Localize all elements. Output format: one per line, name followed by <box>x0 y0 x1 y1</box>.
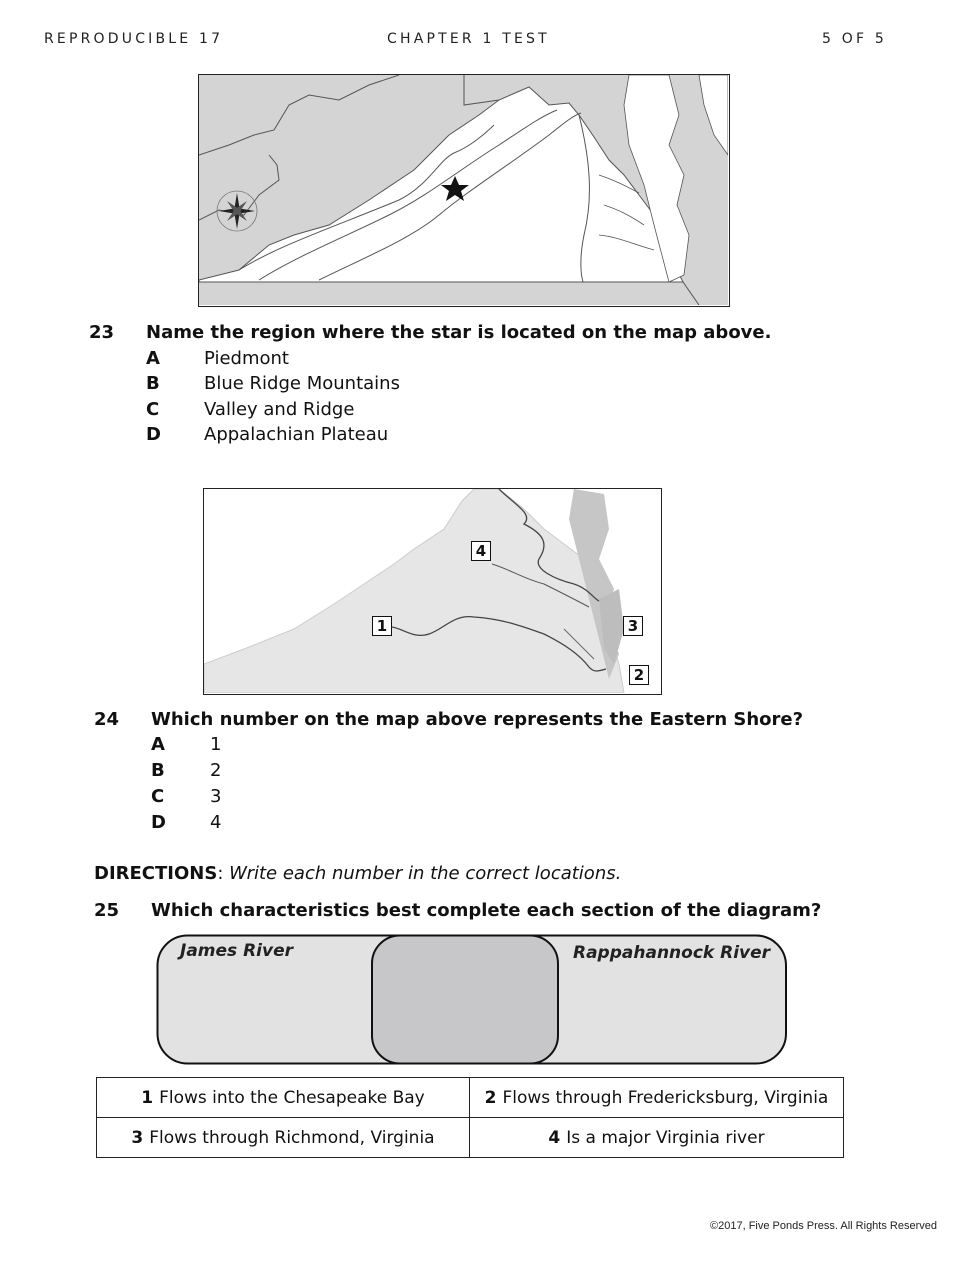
header-center: CHAPTER 1 TEST <box>387 31 550 47</box>
q23-option-text[interactable]: Blue Ridge Mountains <box>204 373 400 394</box>
header-left: REPRODUCIBLE 17 <box>44 31 224 47</box>
q23-option-letter[interactable]: C <box>146 399 160 420</box>
question-25-text: Which characteristics best complete each section of the diagram? <box>151 900 822 921</box>
venn-overlap-section[interactable] <box>372 936 558 1064</box>
q23-option-letter[interactable]: D <box>146 424 161 445</box>
question-23-number: 23 <box>89 322 115 343</box>
choice-cell[interactable] <box>97 1078 470 1118</box>
map-label-4: 4 <box>471 541 491 561</box>
q23-option-letter[interactable]: A <box>146 348 160 369</box>
choice-number: 3 <box>131 1127 144 1148</box>
virginia-numbered-map <box>203 488 662 695</box>
header-page-number: 5 OF 5 <box>822 31 887 47</box>
choice-cell[interactable] <box>470 1078 844 1118</box>
q23-option-text[interactable]: Appalachian Plateau <box>204 424 389 445</box>
venn-right-label: Rappahannock River <box>573 943 771 963</box>
choice-number: 1 <box>141 1087 154 1108</box>
choice-cell[interactable] <box>470 1118 844 1158</box>
q24-option-letter[interactable]: D <box>151 812 166 833</box>
q24-option-letter[interactable]: C <box>151 786 165 807</box>
question-25-number: 25 <box>94 900 120 921</box>
table-row <box>97 1118 844 1158</box>
q24-option-letter[interactable]: A <box>151 734 165 755</box>
map-label-2: 2 <box>629 665 649 685</box>
q24-option-text[interactable]: 4 <box>210 812 222 833</box>
question-24-number: 24 <box>94 709 120 730</box>
copyright-footer: ©2017, Five Ponds Press. All Rights Reserved <box>710 1220 937 1232</box>
directions-label: DIRECTIONS <box>94 863 218 884</box>
virginia-regions-map <box>198 74 730 307</box>
q23-option-text[interactable]: Valley and Ridge <box>204 399 355 420</box>
q23-option-letter[interactable]: B <box>146 373 160 394</box>
choices-table <box>96 1077 844 1158</box>
q24-option-letter[interactable]: B <box>151 760 165 781</box>
q24-option-text[interactable]: 3 <box>210 786 222 807</box>
compass-rose-icon <box>217 191 257 231</box>
directions-text: Write each number in the correct locations. <box>229 863 622 884</box>
question-23-text: Name the region where the star is located on the map above. <box>146 322 772 343</box>
choice-text: Flows into the Chesapeake Bay <box>159 1087 425 1108</box>
choice-text: Flows through Fredericksburg, Virginia <box>502 1087 829 1108</box>
venn-left-label: James River <box>180 941 293 961</box>
map-label-3: 3 <box>623 616 643 636</box>
choice-number: 2 <box>484 1087 497 1108</box>
choice-text: Is a major Virginia river <box>566 1127 765 1148</box>
q24-option-text[interactable]: 1 <box>210 734 222 755</box>
directions: DIRECTIONS: Write each number in the correct locations. <box>94 863 622 884</box>
table-row <box>97 1078 844 1118</box>
question-24-text: Which number on the map above represents the Eastern Shore? <box>151 709 804 730</box>
choice-cell[interactable] <box>97 1118 470 1158</box>
choice-number: 4 <box>548 1127 561 1148</box>
choice-text: Flows through Richmond, Virginia <box>149 1127 435 1148</box>
q23-option-text[interactable]: Piedmont <box>204 348 289 369</box>
map-label-1: 1 <box>372 616 392 636</box>
q24-option-text[interactable]: 2 <box>210 760 222 781</box>
